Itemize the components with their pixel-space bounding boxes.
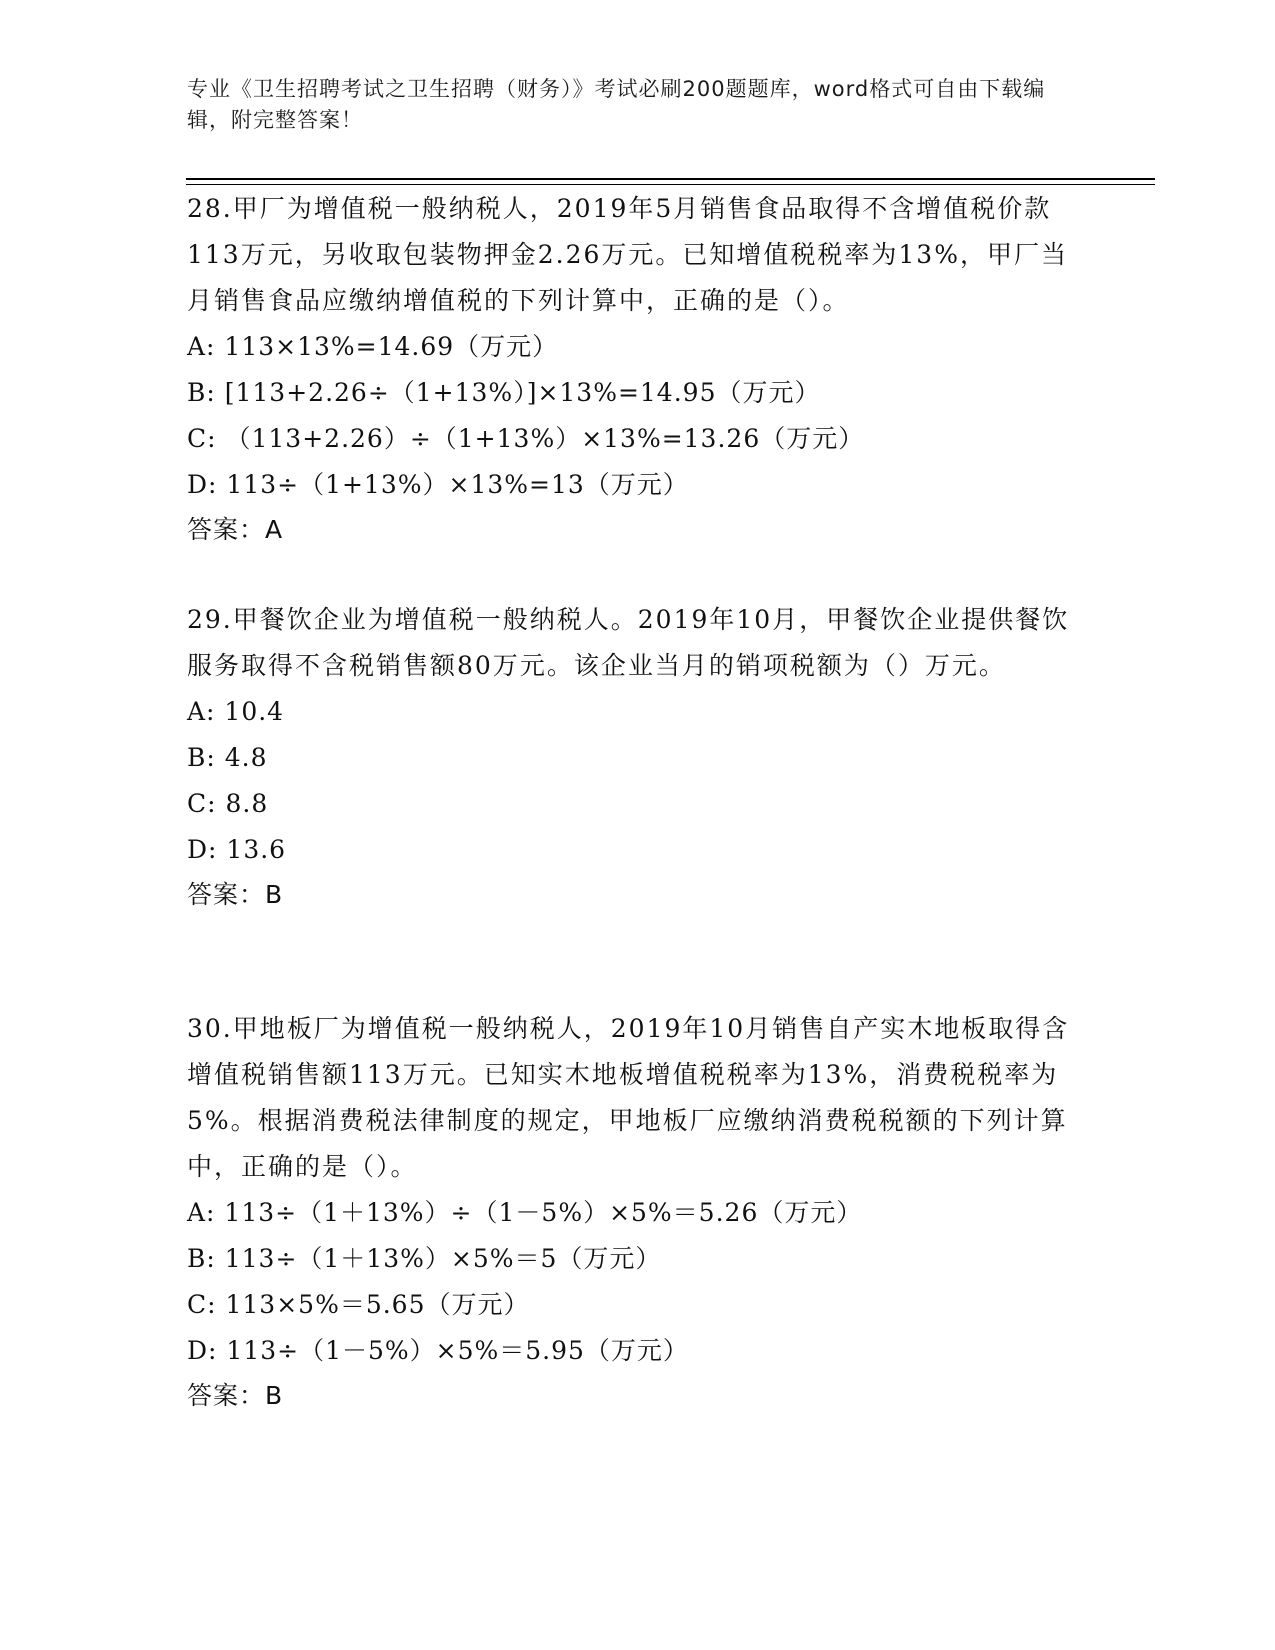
question-30 <box>187 1006 1087 1418</box>
header-rule-thick <box>186 178 1155 180</box>
question-29 <box>187 597 1087 917</box>
option-c: C: 113×5%＝5.65（万元） <box>187 1290 530 1319</box>
header-rule-thin <box>186 184 1155 185</box>
option-b: B: 4.8 <box>187 743 268 772</box>
option-c: C: （113+2.26）÷（1+13%）×13%=13.26（万元） <box>187 424 865 453</box>
option-a: A: 10.4 <box>187 697 285 726</box>
question-text: 28.甲厂为增值税一般纳税人，2019年5月销售食品取得不含增值税价款113万元，另收取包装物押金2.26万元。已知增值税税率为13%，甲厂当月销售食品应缴纳增值税的下列计算中，正确的是（）。 <box>187 194 1068 315</box>
option-c: C: 8.8 <box>187 789 269 818</box>
option-b: B: 113÷（1＋13%）×5%＝5（万元） <box>187 1244 662 1273</box>
answer: 答案：B <box>187 880 284 909</box>
option-b: B: [113+2.26÷（1+13%）]×13%=14.95（万元） <box>187 378 821 407</box>
answer: 答案：A <box>187 515 284 544</box>
option-a: A: 113×13%=14.69（万元） <box>187 332 559 361</box>
question-28 <box>187 186 1087 552</box>
option-d: D: 13.6 <box>187 835 287 864</box>
question-text: 30.甲地板厂为增值税一般纳税人，2019年10月销售自产实木地板取得含增值税销售额113万元。已知实木地板增值税税率为13%，消费税税率为5%。根据消费税法律制度的规定，甲地板厂应缴纳消费税税额的下列计算中，正确的是（）。 <box>187 1014 1070 1181</box>
option-d: D: 113÷（1+13%）×13%=13（万元） <box>187 470 689 499</box>
option-a: A: 113÷（1＋13%）÷（1－5%）×5%＝5.26（万元） <box>187 1198 863 1227</box>
document-header: 专业《卫生招聘考试之卫生招聘（财务）》考试必刷200题题库，word格式可自由下载编辑，附完整答案！ <box>187 77 1046 132</box>
answer: 答案：B <box>187 1381 284 1410</box>
question-text: 29.甲餐饮企业为增值税一般纳税人。2019年10月，甲餐饮企业提供餐饮服务取得不含税销售额80万元。该企业当月的销项税额为（）万元。 <box>187 605 1070 680</box>
option-d: D: 113÷（1－5%）×5%＝5.95（万元） <box>187 1336 689 1365</box>
